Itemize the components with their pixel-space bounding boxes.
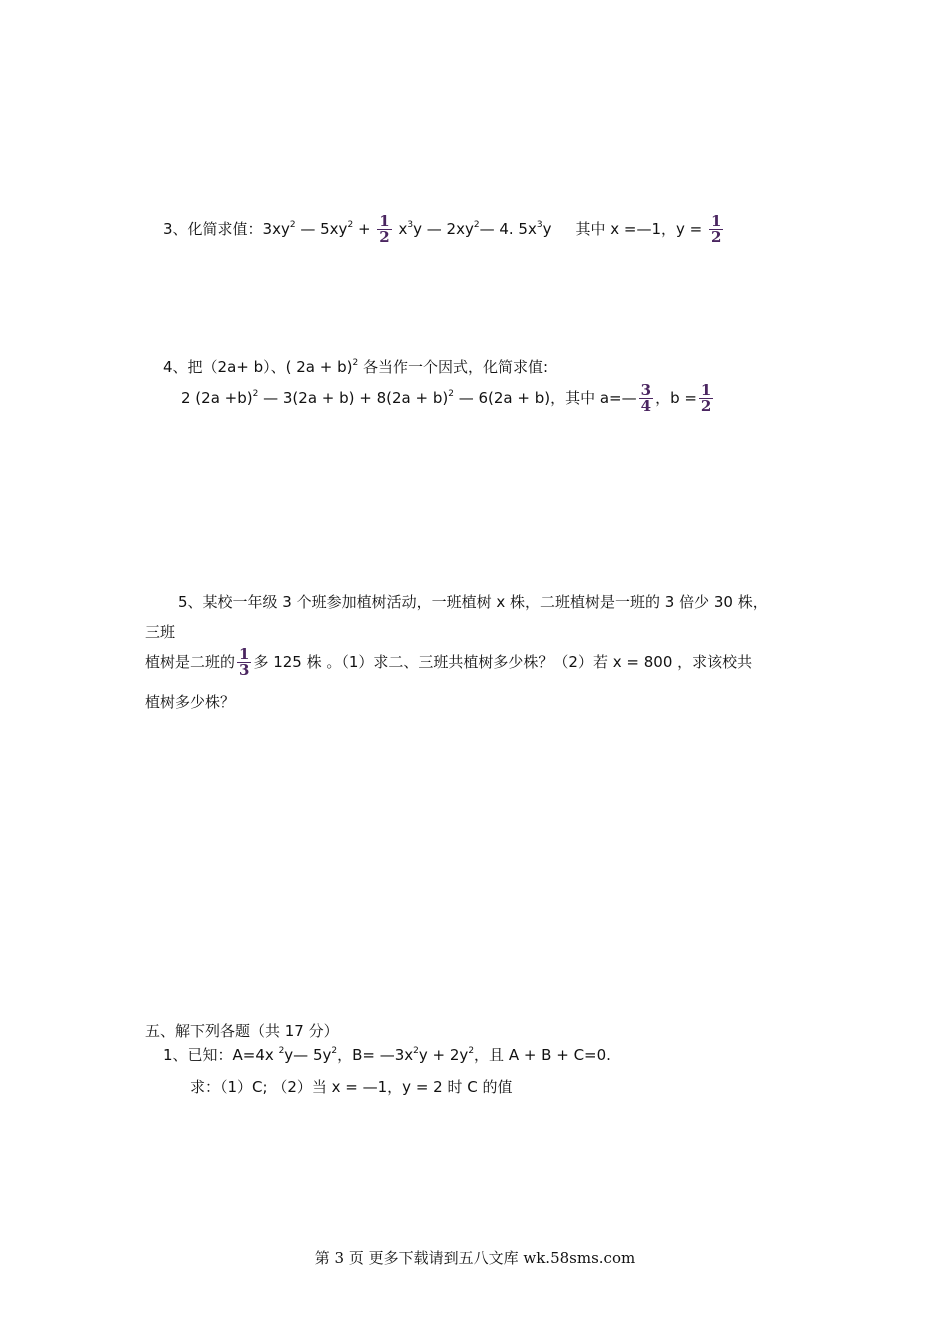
question-5-line-4: 植树多少株？ [145, 693, 236, 711]
fraction-y-value: $\frac{1}{2}$ [711, 212, 722, 246]
question-4-line-1: 4、把（2a+ b）、( 2a + b)$^2$ 各当作一个因式，化简求值: [163, 358, 549, 376]
fraction-one-half: $\frac{1}{2}$ [379, 212, 390, 246]
question-5-line-3: 植树是二班的 $\frac{1}{3}$ 多 125 株 。（1）求二、三班共植树多少株？（2）若 x = 800 ，求该校共 [145, 645, 753, 679]
question-4-line-2: 2 $(2a +b)^2$ — $3(2a + b) + 8(2a + b)^2$ — 6(2a + b)，其中 a=— $\frac{3}{4}$ ，b = $\frac{1}{2}$ [181, 381, 712, 415]
question-5-line-1: 5、某校一年级 3 个班参加植树活动，一班植树 x 株，二班植树是一班的 3 倍少 30 株， [178, 593, 768, 611]
fraction-a-value: $\frac{3}{4}$ [640, 381, 652, 415]
question-5-line-2: 三班 [145, 623, 176, 641]
section-5-problem-1-ask: 求：（1）C; （2）当 x = —1，y = 2 时 C 的值 [190, 1078, 513, 1096]
question-3: 3、化简求值：$3xy^2$ — $5xy^2$ + $\frac{1}{2}$ $x^3y$ — $2xy^2—$ 4. $5x^3y$ 其中 x =—1，y = $\frac{1}{2}$ [163, 212, 722, 246]
section-5-problem-1: 1、已知：A=4x $^2$y— $5y^2$，$B= —3x^2y + 2y^2$，且 A + B + C=0. [163, 1046, 611, 1064]
fraction-b-value: $\frac{1}{2}$ [700, 381, 712, 415]
section-5-title: 五、解下列各题（共 17 分） [145, 1022, 339, 1040]
page-footer: 第 3 页 更多下载请到五八文库 wk.58sms.com [314, 1249, 636, 1267]
fraction-one-third: $\frac{1}{3}$ [239, 645, 250, 679]
